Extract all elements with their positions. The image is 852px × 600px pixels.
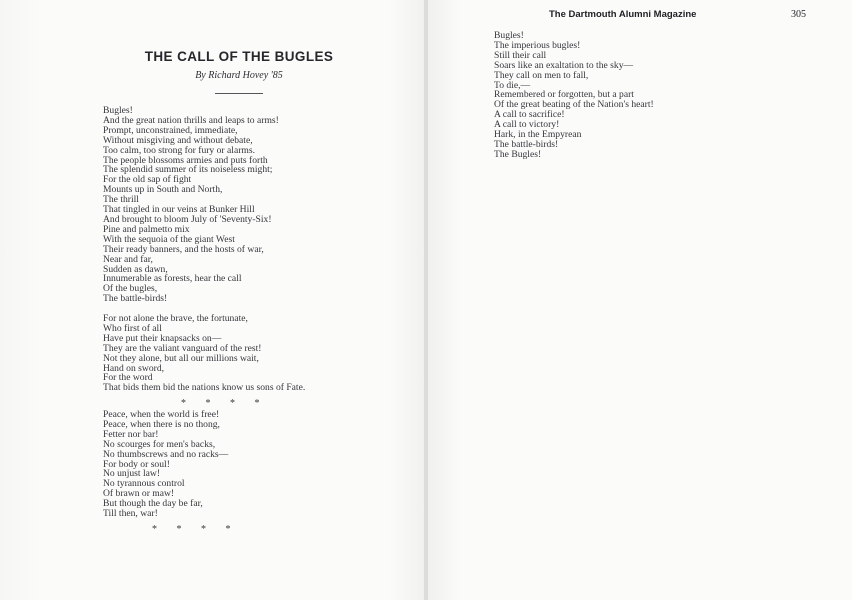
stanza-1 bbox=[103, 106, 279, 304]
poem-line: For the word bbox=[103, 372, 153, 384]
poem-line: But though the day be far, bbox=[103, 498, 203, 510]
poem-line: Fetter nor bar! bbox=[103, 428, 159, 440]
poem-line: Near and far, bbox=[103, 253, 153, 265]
poem-line: Without misgiving and without debate, bbox=[103, 134, 253, 146]
poem-line: Soars like an exaltation to the sky— bbox=[494, 59, 634, 71]
poem-line: No thumbscrews and no racks— bbox=[103, 448, 229, 460]
poem-line: And the great nation thrills and leaps to arms! bbox=[103, 114, 279, 126]
poem-line: They are the valiant vanguard of the rest! bbox=[103, 342, 262, 354]
poem-line: Remembered or forgotten, but a part bbox=[494, 89, 634, 101]
poem-line: That tingled in our veins at Bunker Hill bbox=[103, 204, 255, 216]
poem-line: They call on men to fall, bbox=[494, 69, 589, 81]
poem-line: Peace, when there is no thong, bbox=[103, 418, 220, 430]
poem-line: Prompt, unconstrained, immediate, bbox=[103, 124, 238, 136]
poem-line: Of the great beating of the Nation's heart! bbox=[494, 99, 654, 111]
poem-line: No scourges for men's backs, bbox=[103, 438, 216, 450]
poem-line: To die,— bbox=[494, 79, 531, 91]
poem-byline: By Richard Hovey '85 bbox=[195, 70, 283, 81]
poem-line: Too calm, too strong for fury or alarms. bbox=[103, 144, 255, 156]
poem-line: Bugles! bbox=[494, 30, 524, 41]
stanza-3 bbox=[103, 410, 228, 519]
poem-line: Their ready banners, and the hosts of war, bbox=[103, 243, 264, 255]
poem-line: Hark, in the Empyrean bbox=[494, 129, 582, 141]
section-separator: * * * * bbox=[181, 398, 260, 409]
poem-line: The Bugles! bbox=[494, 148, 542, 160]
poem-line: The thrill bbox=[103, 194, 139, 206]
poem-line: The splendid summer of its noiseless might; bbox=[103, 164, 273, 176]
poem-line: Bugles! bbox=[103, 105, 133, 116]
poem-line: Mounts up in South and North, bbox=[103, 184, 223, 196]
poem-line: A call to victory! bbox=[494, 119, 560, 131]
poem-line: Who first of all bbox=[103, 322, 162, 334]
poem-line: And brought to bloom July of 'Seventy-Six! bbox=[103, 213, 272, 225]
poem-line: The battle-birds! bbox=[494, 138, 559, 150]
poem-line: Still their call bbox=[494, 49, 547, 61]
poem-line: Peace, when the world is free! bbox=[103, 409, 220, 420]
poem-line: Of brawn or maw! bbox=[103, 488, 175, 500]
poem-line: For the old sap of fight bbox=[103, 174, 192, 186]
running-header: The Dartmouth Alumni Magazine bbox=[549, 9, 697, 20]
poem-line: Sudden as dawn, bbox=[103, 263, 168, 275]
title-divider bbox=[215, 93, 263, 94]
poem-title: THE CALL OF THE BUGLES bbox=[144, 49, 334, 64]
poem-line: Have put their knapsacks on— bbox=[103, 332, 222, 344]
page-number: 305 bbox=[791, 9, 806, 20]
stanza-2 bbox=[103, 314, 305, 393]
end-separator: * * * * bbox=[152, 524, 231, 535]
poem-line: Pine and palmetto mix bbox=[103, 223, 190, 235]
poem-line: Innumerable as forests, hear the call bbox=[103, 273, 242, 285]
poem-line: No unjust law! bbox=[103, 468, 161, 480]
poem-line: Not they alone, but all our millions wait, bbox=[103, 352, 259, 364]
poem-line: That bids them bid the nations know us sons of Fate. bbox=[103, 382, 306, 394]
poem-line: With the sequoia of the giant West bbox=[103, 233, 235, 245]
poem-line: The imperious bugles! bbox=[494, 39, 581, 51]
poem-line: A call to sacrifice! bbox=[494, 109, 565, 121]
poem-line: For not alone the brave, the fortunate, bbox=[103, 313, 248, 324]
poem-line: The people blossoms armies and puts forth bbox=[103, 154, 268, 166]
poem-line: Till then, war! bbox=[103, 508, 158, 520]
poem-line: No tyrannous control bbox=[103, 478, 185, 490]
poem-line: Hand on sword, bbox=[103, 362, 165, 374]
stanza-continued bbox=[494, 31, 654, 160]
poem-line: For body or soul! bbox=[103, 458, 170, 470]
poem-line: Of the bugles, bbox=[103, 283, 158, 295]
poem-line: The battle-birds! bbox=[103, 293, 168, 305]
